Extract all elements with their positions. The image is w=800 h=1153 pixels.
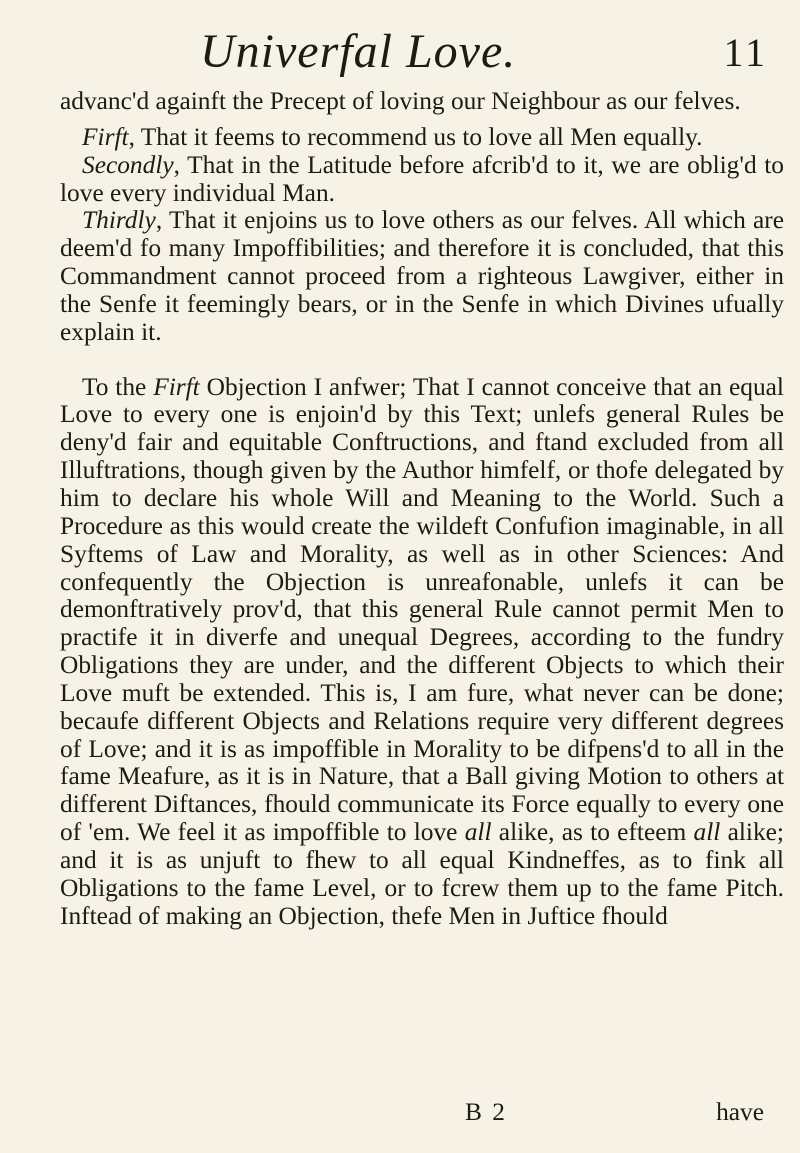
- paragraph-third-point: Thirdly, That it enjoins us to love others as our felves. All which are deem'd fo many Impoffibilities; and therefore it is concluded, that this Commandment cannot proceed from a righteous Lawgiver, either in the Senfe it feemingly bears, or in the Senfe in which Divines ufually explain it.: [60, 206, 784, 346]
- page-number: 11: [723, 30, 768, 75]
- body-text: [60, 88, 784, 930]
- signature-mark: B 2: [465, 1098, 507, 1126]
- footer-catchline: [60, 1097, 784, 1127]
- catchword: have: [716, 1098, 764, 1126]
- running-title: Univerfal Love.: [200, 25, 517, 78]
- running-head: [0, 22, 800, 82]
- paragraph-opening: advanc'd againft the Precept of loving our Neighbour as our felves.: [60, 87, 741, 115]
- paragraph-second-point: Secondly, That in the Latitude before afcrib'd to it, we are oblig'd to love every individual Man.: [60, 150, 784, 207]
- paragraph-answer: To the Firft Objection I anfwer; That I cannot conceive that an equal Love to every one is enjoin'd by this Text; unlefs general Rules be deny'd fair and equitable Conftructions, and ftand excluded from all Illuftrations, though given by the Author himfelf, or thofe delegated by him to declare his whole Will and Meaning to the World. Such a Procedure as this would create the wildeft Confufion imaginable, in all Syftems of Law and Morality, as well as in other Sciences: And confequently the Objection is unreafonable, unlefs it can be demonftratively prov'd, that this general Rule cannot permit Men to practife it in diverfe and unequal Degrees, according to the fundry Obligations they are under, and the different Objects to which their Love muft be extended. This is, I am fure, what never can be done; becaufe different Objects and Relations require very different degrees of Love; and it is as impoffible in Morality to be difpens'd to all in the fame Meafure, as it is in Nature, that a Ball giving Motion to others at different Diftances, fhould communicate its Force equally to every one of 'em. We feel it as impoffible to love all alike, as to efteem all alike; and it is as unjuft to fhew to all equal Kindneffes, as to fink all Obligations to the fame Level, or to fcrew them up to the fame Pitch. Inftead of making an Objection, thefe Men in Juftice fhould: [60, 372, 784, 930]
- paragraph-first-point: Firft, That it feems to recommend us to love all Men equally.: [82, 122, 703, 151]
